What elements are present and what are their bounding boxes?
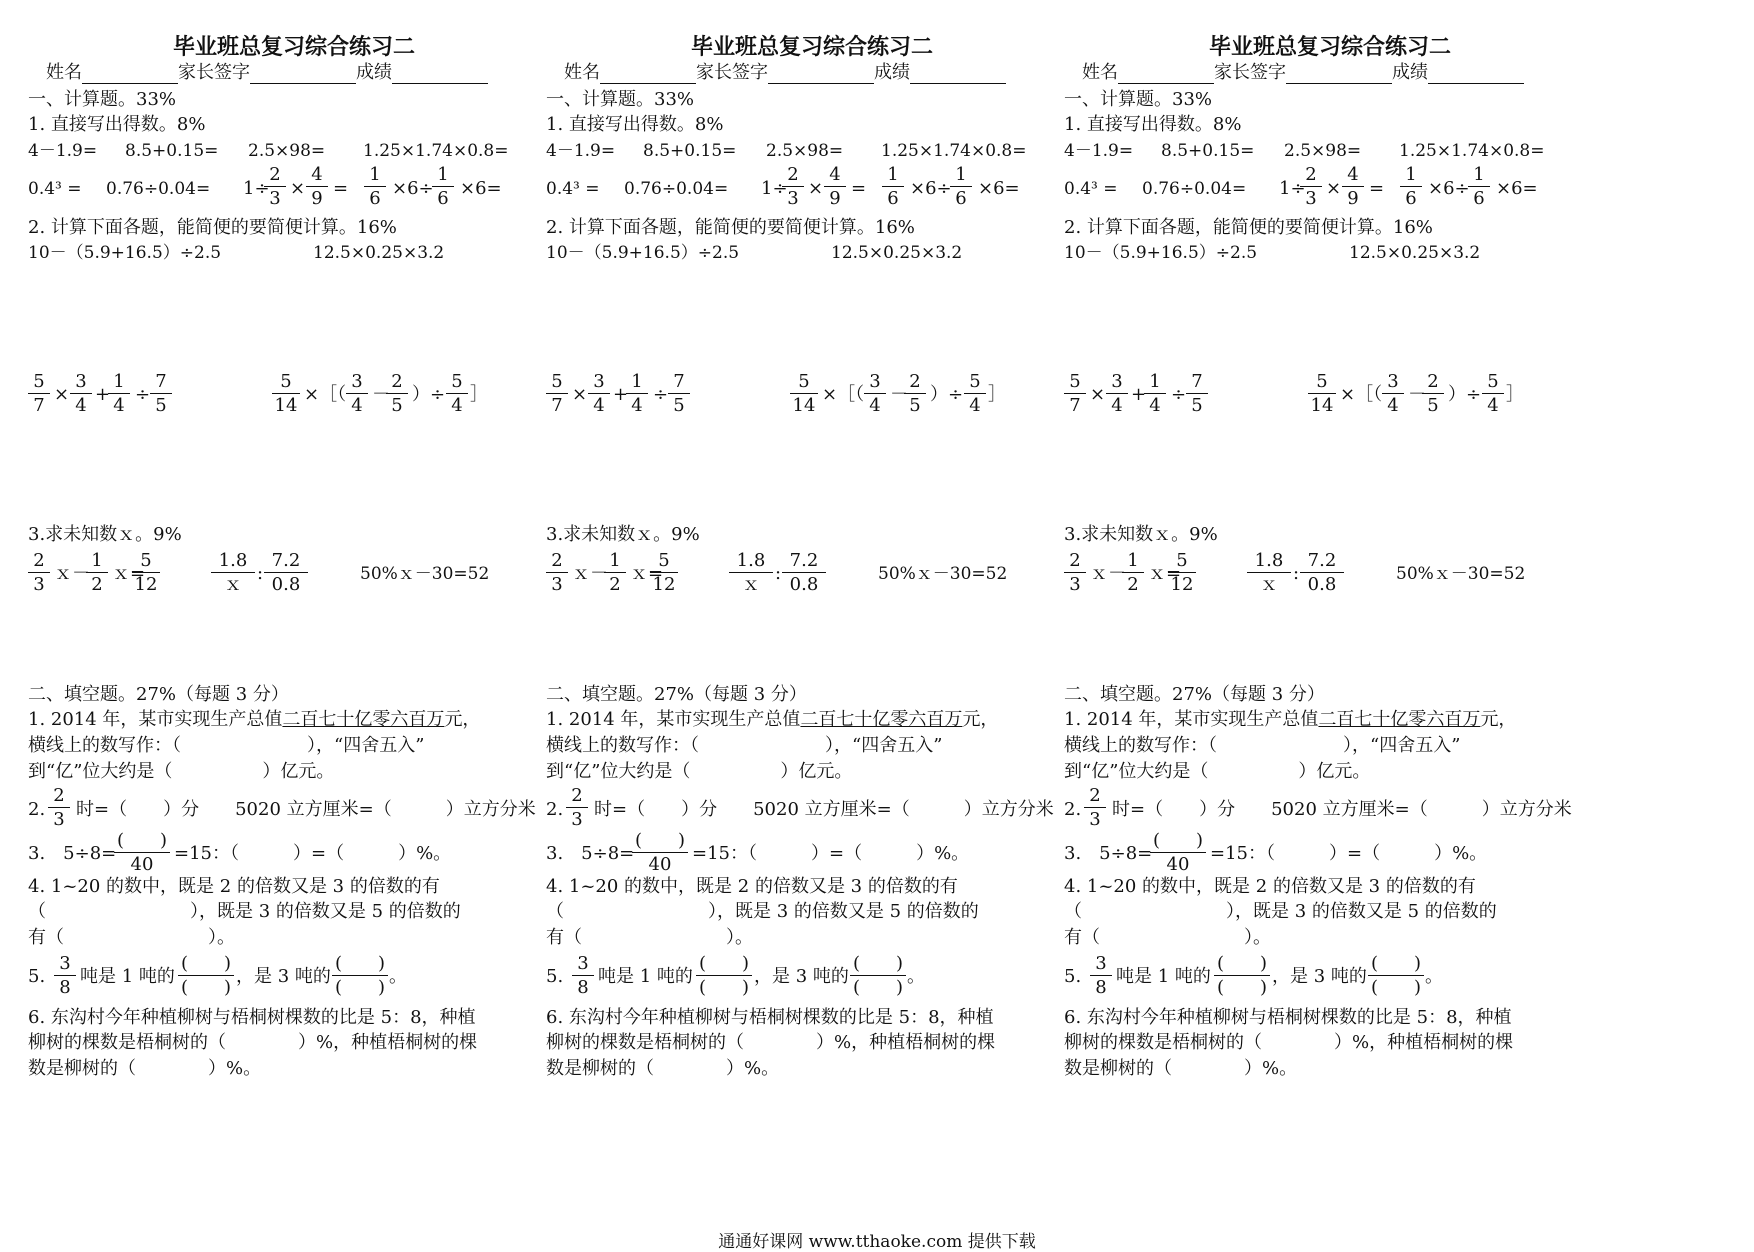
fill-q6-line3: 数是柳树的（ ）%。 (1064, 1058, 1298, 1079)
fill-q6-line1: 6. 东沟村今年种植柳树与梧桐树棵数的比是 5：8，种植 (28, 1007, 476, 1028)
fill-q4-line3: 有（ ）。 (546, 927, 753, 948)
fraction: 7 5 (150, 371, 172, 416)
fraction: 1 6 (1468, 164, 1490, 209)
blank-fraction[interactable]: ( ) ( ) (178, 953, 234, 998)
operator: : (775, 563, 782, 584)
q1-expr: 0.4³ = (28, 179, 82, 199)
q1-expr: 2.5×98= (766, 141, 844, 161)
q2-expr: 10－（5.9+16.5）÷2.5 (28, 243, 222, 263)
fill-q5-text: 。 (907, 966, 925, 987)
score-blank[interactable] (1428, 65, 1524, 84)
fraction: 7.2 0.8 (264, 550, 308, 595)
operator: － (372, 384, 390, 405)
fraction: 1.8 ｘ (211, 550, 255, 595)
fraction: 5 12 (650, 550, 678, 595)
q3-heading: 3.求未知数ｘ。9% (546, 524, 700, 545)
fill-q5-text: 吨是 1 吨的 (598, 966, 693, 987)
operator: ×6÷ (910, 178, 952, 199)
fraction: ( ) 40 (1150, 830, 1206, 875)
operator: ×［（ (1340, 384, 1383, 405)
q3-heading: 3.求未知数ｘ。9% (1064, 524, 1218, 545)
fraction: 3 4 (70, 371, 92, 416)
worksheet-copy (546, 0, 1086, 1240)
operator: ÷ (653, 384, 669, 405)
q1-heading: 1. 直接写出得数。8% (546, 114, 724, 135)
name-label: 姓名 (1082, 62, 1118, 83)
fill-q1-line1: 1. 2014 年，某市实现生产总值二百七十亿零六百万元， (1064, 709, 1517, 730)
operator: ÷ (135, 384, 151, 405)
fraction: 1 6 (882, 164, 904, 209)
operator: × (1326, 178, 1342, 199)
fill-q3-post: =15：（ ）=（ ）%。 (174, 843, 452, 864)
operator: ×6÷ (1428, 178, 1470, 199)
fraction: 3 4 (1106, 371, 1128, 416)
fill-q4-line1: 4. 1~20 的数中，既是 2 的倍数又是 3 的倍数的有 (1064, 876, 1476, 897)
operator: × (290, 178, 306, 199)
operator: ×［（ (304, 384, 347, 405)
fraction: 1 2 (1122, 550, 1144, 595)
operator: ］ (1506, 384, 1524, 405)
fraction: 1 6 (364, 164, 386, 209)
fill-q6-line1: 6. 东沟村今年种植柳树与梧桐树棵数的比是 5：8，种植 (546, 1007, 994, 1028)
fraction: 3 4 (1382, 371, 1404, 416)
fill-q4-line2: （ ），既是 3 的倍数又是 5 的倍数的 (1064, 901, 1497, 922)
fill-q5-text: ，是 3 吨的 (754, 966, 849, 987)
operator: 1÷ (243, 178, 270, 199)
q3-expr: 50%ｘ－30=52 (1396, 564, 1526, 584)
parent-sign-label: 家长签字 (696, 62, 768, 83)
fill-q5-text: 吨是 1 吨的 (80, 966, 175, 987)
fill-q5-text: ，是 3 吨的 (1272, 966, 1367, 987)
fraction: 5 12 (1168, 550, 1196, 595)
student-info-row (564, 62, 1006, 84)
score-blank[interactable] (392, 65, 488, 84)
fraction: 5 4 (1482, 371, 1504, 416)
fraction: 7.2 0.8 (782, 550, 826, 595)
blank-fraction[interactable]: ( ) ( ) (696, 953, 752, 998)
operator: ×6= (1496, 178, 1538, 199)
operator: ｘ－ (572, 563, 608, 584)
fraction: 5 4 (964, 371, 986, 416)
fill-q1-line3: 到“亿”位大约是（ ）亿元。 (1064, 761, 1371, 782)
operator: = (333, 178, 349, 199)
score-blank[interactable] (910, 65, 1006, 84)
q3-expr: 50%ｘ－30=52 (878, 564, 1008, 584)
fill-q5-text: 。 (389, 966, 407, 987)
fraction: 2 3 (1084, 785, 1106, 830)
score-label: 成绩 (1392, 62, 1428, 83)
fraction: 1 6 (1400, 164, 1422, 209)
operator: ）÷ (412, 384, 446, 405)
operator: ）÷ (1448, 384, 1482, 405)
fraction: 2 3 (48, 785, 70, 830)
q2-expr: 10－（5.9+16.5）÷2.5 (546, 243, 740, 263)
fraction: 5 7 (1064, 371, 1086, 416)
operator: ］ (988, 384, 1006, 405)
fraction: 7.2 0.8 (1300, 550, 1344, 595)
q1-expr: 2.5×98= (248, 141, 326, 161)
operator: × (1090, 384, 1106, 405)
section2-heading: 二、填空题。27%（每题 3 分） (1064, 684, 1325, 705)
fill-q5-text: ，是 3 吨的 (236, 966, 331, 987)
fill-q1-line1: 1. 2014 年，某市实现生产总值二百七十亿零六百万元， (546, 709, 999, 730)
question-number: 2. (28, 799, 46, 820)
fraction: 2 3 (566, 785, 588, 830)
underlined-number: 二百七十亿零六百万 (1318, 709, 1481, 730)
question-number: 2. (546, 799, 564, 820)
q1-expr: 8.5+0.15= (643, 141, 737, 161)
name-blank[interactable] (82, 65, 178, 84)
fraction: 1 4 (1144, 371, 1166, 416)
fill-q3-pre: 3. 5÷8= (546, 843, 635, 864)
blank-fraction[interactable]: ( ) ( ) (850, 953, 906, 998)
fill-q3-pre: 3. 5÷8= (1064, 843, 1153, 864)
fill-q6-line2: 柳树的棵数是梧桐树的（ ）%，种植梧桐树的棵 (546, 1032, 996, 1053)
fraction: 5 14 (1308, 371, 1336, 416)
section1-heading: 一、计算题。33% (546, 89, 695, 110)
fill-q4-line3: 有（ ）。 (1064, 927, 1271, 948)
section1-heading: 一、计算题。33% (1064, 89, 1213, 110)
fill-q1-line1: 1. 2014 年，某市实现生产总值二百七十亿零六百万元， (28, 709, 481, 730)
section1-heading: 一、计算题。33% (28, 89, 177, 110)
question-number: 5. (1064, 966, 1082, 987)
fill-q1-line2: 横线上的数写作：（ ），“四舍五入” (546, 735, 943, 756)
parent-sign-label: 家长签字 (178, 62, 250, 83)
operator: × (572, 384, 588, 405)
fill-q6-line3: 数是柳树的（ ）%。 (28, 1058, 262, 1079)
underlined-number: 二百七十亿零六百万 (800, 709, 963, 730)
fraction: 5 7 (28, 371, 50, 416)
operator: : (257, 563, 264, 584)
score-label: 成绩 (874, 62, 910, 83)
fill-q1-line2: 横线上的数写作：（ ），“四舍五入” (28, 735, 425, 756)
worksheet-title: 毕业班总复习综合练习二 (173, 34, 416, 60)
q2-expr: 12.5×0.25×3.2 (313, 243, 445, 263)
fraction: 7 5 (668, 371, 690, 416)
fill-q1-line3: 到“亿”位大约是（ ）亿元。 (28, 761, 335, 782)
parent-sign-blank[interactable] (250, 65, 356, 84)
fill-q4-line1: 4. 1~20 的数中，既是 2 的倍数又是 3 的倍数的有 (546, 876, 958, 897)
operator: ｘ－ (1090, 563, 1126, 584)
operator: × (54, 384, 70, 405)
fraction: 2 3 (1064, 550, 1086, 595)
underlined-number: 二百七十亿零六百万 (282, 709, 445, 730)
section2-heading: 二、填空题。27%（每题 3 分） (28, 684, 289, 705)
fill-q4-line1: 4. 1~20 的数中，既是 2 的倍数又是 3 的倍数的有 (28, 876, 440, 897)
fraction: 1 6 (432, 164, 454, 209)
q3-expr: 50%ｘ－30=52 (360, 564, 490, 584)
fill-q2-text: 时=（ ）分 5020 立方厘米=（ ）立方分米 (1112, 799, 1572, 820)
fraction: 1 2 (604, 550, 626, 595)
fraction: 2 5 (386, 371, 408, 416)
fraction: 5 4 (446, 371, 468, 416)
q1-expr: 0.76÷0.04= (624, 179, 729, 199)
fraction: 3 4 (588, 371, 610, 416)
q1-heading: 1. 直接写出得数。8% (1064, 114, 1242, 135)
q2-heading: 2. 计算下面各题，能简便的要简便计算。16% (546, 217, 915, 238)
q1-expr: 1.25×1.74×0.8= (881, 141, 1027, 161)
fraction: 3 4 (346, 371, 368, 416)
fraction: 5 7 (546, 371, 568, 416)
q1-expr: 4－1.9= (28, 141, 98, 161)
fraction: 5 14 (272, 371, 300, 416)
fill-q4-line3: 有（ ）。 (28, 927, 235, 948)
fraction: 1 4 (108, 371, 130, 416)
q2-expr: 10－（5.9+16.5）÷2.5 (1064, 243, 1258, 263)
q1-expr: 8.5+0.15= (1161, 141, 1255, 161)
q1-expr: 0.4³ = (546, 179, 600, 199)
question-number: 5. (546, 966, 564, 987)
operator: ｘ= (630, 563, 664, 584)
fill-q4-line2: （ ），既是 3 的倍数又是 5 的倍数的 (28, 901, 461, 922)
fraction: 1 4 (626, 371, 648, 416)
q2-expr: 12.5×0.25×3.2 (1349, 243, 1481, 263)
q1-expr: 0.76÷0.04= (1142, 179, 1247, 199)
student-info-row (1082, 62, 1524, 84)
worksheet-title: 毕业班总复习综合练习二 (691, 34, 934, 60)
fraction: 2 3 (28, 550, 50, 595)
name-label: 姓名 (564, 62, 600, 83)
fraction: 3 8 (572, 953, 594, 998)
name-label: 姓名 (46, 62, 82, 83)
fraction: 1.8 ｘ (1247, 550, 1291, 595)
q1-heading: 1. 直接写出得数。8% (28, 114, 206, 135)
parent-sign-label: 家长签字 (1214, 62, 1286, 83)
name-blank[interactable] (600, 65, 696, 84)
fraction: 2 3 (782, 164, 804, 209)
fraction: 2 5 (1422, 371, 1444, 416)
student-info-row (46, 62, 488, 84)
worksheet-title: 毕业班总复习综合练习二 (1209, 34, 1452, 60)
operator: ×6= (978, 178, 1020, 199)
operator: － (890, 384, 908, 405)
fill-q6-line1: 6. 东沟村今年种植柳树与梧桐树棵数的比是 5：8，种植 (1064, 1007, 1512, 1028)
worksheet-copy (28, 0, 568, 1240)
operator: = (851, 178, 867, 199)
operator: : (1293, 563, 1300, 584)
operator: 1÷ (1279, 178, 1306, 199)
fraction: 2 3 (264, 164, 286, 209)
fraction: 3 8 (54, 953, 76, 998)
question-number: 5. (28, 966, 46, 987)
fill-q2-text: 时=（ ）分 5020 立方厘米=（ ）立方分米 (594, 799, 1054, 820)
fill-q1-line3: 到“亿”位大约是（ ）亿元。 (546, 761, 853, 782)
fraction: 4 9 (1342, 164, 1364, 209)
operator: × (808, 178, 824, 199)
q2-expr: 12.5×0.25×3.2 (831, 243, 963, 263)
operator: + (613, 384, 629, 405)
score-label: 成绩 (356, 62, 392, 83)
operator: 1÷ (761, 178, 788, 199)
q1-expr: 0.76÷0.04= (106, 179, 211, 199)
blank-fraction[interactable]: ( ) ( ) (1214, 953, 1270, 998)
fraction: 5 14 (790, 371, 818, 416)
q3-heading: 3.求未知数ｘ。9% (28, 524, 182, 545)
q2-heading: 2. 计算下面各题，能简便的要简便计算。16% (28, 217, 397, 238)
operator: － (1408, 384, 1426, 405)
operator: ｘ= (1148, 563, 1182, 584)
section2-heading: 二、填空题。27%（每题 3 分） (546, 684, 807, 705)
operator: ×6÷ (392, 178, 434, 199)
footer-credit: 通通好课网 www.tthaoke.com 提供下载 (718, 1232, 1036, 1252)
fill-q1-line2: 横线上的数写作：（ ），“四舍五入” (1064, 735, 1461, 756)
q1-expr: 8.5+0.15= (125, 141, 219, 161)
q1-expr: 1.25×1.74×0.8= (363, 141, 509, 161)
fill-q4-line2: （ ），既是 3 的倍数又是 5 的倍数的 (546, 901, 979, 922)
fraction: ( ) 40 (632, 830, 688, 875)
fraction: 2 5 (904, 371, 926, 416)
q1-expr: 1.25×1.74×0.8= (1399, 141, 1545, 161)
operator: ÷ (1171, 384, 1187, 405)
operator: ）÷ (930, 384, 964, 405)
fill-q3-post: =15：（ ）=（ ）%。 (1210, 843, 1488, 864)
operator: ｘ－ (54, 563, 90, 584)
q1-expr: 0.4³ = (1064, 179, 1118, 199)
operator: = (1369, 178, 1385, 199)
fraction: 7 5 (1186, 371, 1208, 416)
fraction: 4 9 (824, 164, 846, 209)
fraction: 3 8 (1090, 953, 1112, 998)
fraction: 1 6 (950, 164, 972, 209)
fill-q3-post: =15：（ ）=（ ）%。 (692, 843, 970, 864)
fill-q5-text: 吨是 1 吨的 (1116, 966, 1211, 987)
blank-fraction[interactable]: ( ) ( ) (1368, 953, 1424, 998)
fraction: 3 4 (864, 371, 886, 416)
operator: ］ (470, 384, 488, 405)
blank-fraction[interactable]: ( ) ( ) (332, 953, 388, 998)
q1-expr: 4－1.9= (546, 141, 616, 161)
operator: ×6= (460, 178, 502, 199)
name-blank[interactable] (1118, 65, 1214, 84)
operator: + (95, 384, 111, 405)
fraction: 1 2 (86, 550, 108, 595)
operator: + (1131, 384, 1147, 405)
q1-expr: 2.5×98= (1284, 141, 1362, 161)
q2-heading: 2. 计算下面各题，能简便的要简便计算。16% (1064, 217, 1433, 238)
parent-sign-blank[interactable] (1286, 65, 1392, 84)
worksheet-copy (1064, 0, 1604, 1240)
q1-expr: 4－1.9= (1064, 141, 1134, 161)
fill-q6-line2: 柳树的棵数是梧桐树的（ ）%，种植梧桐树的棵 (1064, 1032, 1514, 1053)
fraction: 1.8 ｘ (729, 550, 773, 595)
fill-q6-line2: 柳树的棵数是梧桐树的（ ）%，种植梧桐树的棵 (28, 1032, 478, 1053)
fraction: 5 12 (132, 550, 160, 595)
fraction: ( ) 40 (114, 830, 170, 875)
fraction: 2 3 (1300, 164, 1322, 209)
question-number: 2. (1064, 799, 1082, 820)
operator: ×［（ (822, 384, 865, 405)
parent-sign-blank[interactable] (768, 65, 874, 84)
fraction: 4 9 (306, 164, 328, 209)
fraction: 2 3 (546, 550, 568, 595)
fill-q2-text: 时=（ ）分 5020 立方厘米=（ ）立方分米 (76, 799, 536, 820)
fill-q3-pre: 3. 5÷8= (28, 843, 117, 864)
fill-q6-line3: 数是柳树的（ ）%。 (546, 1058, 780, 1079)
fill-q5-text: 。 (1425, 966, 1443, 987)
operator: ｘ= (112, 563, 146, 584)
